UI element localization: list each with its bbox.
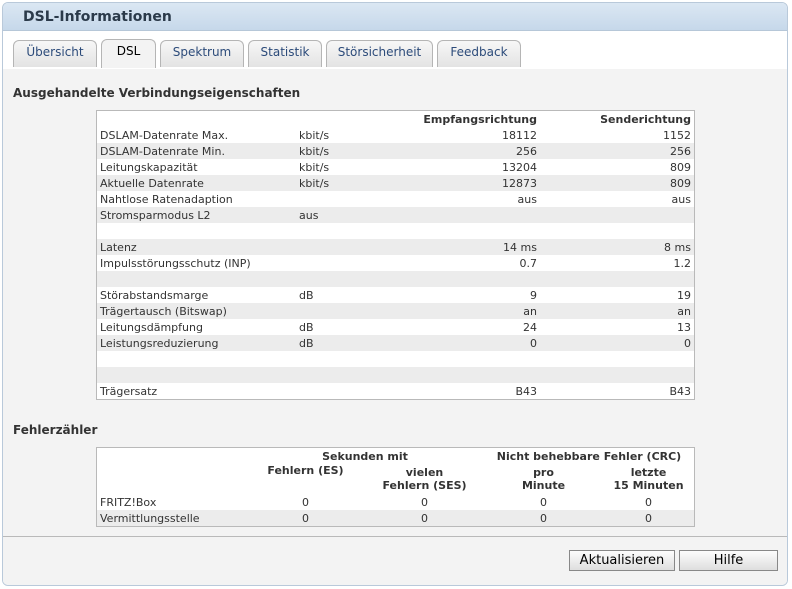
- cell-last15: 0: [603, 510, 695, 527]
- page-title: DSL-Informationen: [23, 9, 172, 25]
- cell-unit: [296, 383, 402, 400]
- cell-tx: an: [540, 303, 695, 319]
- cell-tx: [540, 223, 695, 239]
- tab-spektrum[interactable]: Spektrum: [160, 40, 244, 67]
- cell-tx: 809: [670, 160, 691, 174]
- cell-label: [97, 367, 297, 383]
- cell-unit: [296, 255, 402, 271]
- cell-tx: 1.2: [673, 256, 691, 270]
- cell-es: 0: [246, 510, 365, 527]
- table-row: [97, 239, 695, 255]
- table-row: [97, 303, 695, 319]
- table-row: [97, 207, 695, 223]
- cell-unit: [296, 367, 402, 383]
- cell-last15: 0: [645, 495, 652, 509]
- tab-statistik[interactable]: Statistik: [248, 40, 322, 67]
- table-row: [97, 127, 695, 143]
- group-seconds-header: Sekunden mit: [322, 449, 408, 463]
- error-rows: [97, 494, 695, 527]
- cell-label: Nahtlose Ratenadaption: [100, 192, 233, 206]
- cell-label: Latenz: [97, 239, 297, 255]
- table-row: [97, 143, 695, 159]
- table-row: [97, 351, 695, 367]
- content-area: [3, 69, 787, 536]
- table-row: [97, 159, 695, 175]
- cell-es: 0: [302, 495, 309, 509]
- cell-unit: [296, 303, 402, 319]
- cell-label: [97, 351, 297, 367]
- tab-bar: [3, 31, 787, 70]
- help-button[interactable]: Hilfe: [679, 550, 778, 571]
- cell-tx: 1152: [663, 128, 691, 142]
- col-rx-header: Empfangsrichtung: [423, 112, 537, 126]
- cell-tx: 809: [540, 175, 695, 191]
- col-tx-header: Senderichtung: [600, 112, 691, 126]
- table-row: [97, 271, 695, 287]
- refresh-button[interactable]: Aktualisieren: [569, 550, 675, 571]
- cell-label: [97, 223, 297, 239]
- cell-tx: 8 ms: [540, 239, 695, 255]
- cell-rx: [402, 351, 540, 367]
- cell-label: Stromsparmodus L2: [97, 207, 297, 223]
- cell-unit: [296, 191, 402, 207]
- button-bar: [3, 536, 787, 586]
- table-row: [97, 191, 695, 207]
- cell-unit: dB: [296, 335, 402, 351]
- connection-heading: Ausgehandelte Verbindungseigenschaften: [13, 86, 301, 100]
- cell-rx: 12873: [402, 175, 540, 191]
- cell-unit: [296, 239, 402, 255]
- cell-tx: 19: [677, 288, 691, 302]
- cell-ses: 0: [365, 510, 484, 527]
- cell-ses: 0: [421, 495, 428, 509]
- table-row: [97, 223, 695, 239]
- cell-label: Vermittlungsstelle: [97, 510, 247, 527]
- table-row: [97, 367, 695, 383]
- cell-unit: kbit/s: [299, 160, 330, 174]
- group-crc-header: Nicht behebbare Fehler (CRC): [496, 449, 682, 463]
- connection-rows: [97, 127, 695, 400]
- cell-rx: 13204: [502, 160, 537, 174]
- cell-rx: 14 ms: [402, 239, 540, 255]
- table-row: [97, 335, 695, 351]
- table-row: [97, 175, 695, 191]
- cell-unit: dB: [299, 320, 314, 334]
- cell-unit: kbit/s: [296, 143, 402, 159]
- cell-label: [97, 271, 297, 287]
- dsl-info-window: [2, 2, 788, 586]
- table-row: [97, 287, 695, 303]
- cell-rx: 9: [530, 288, 537, 302]
- tab-stoersicherheit[interactable]: Störsicherheit: [326, 40, 433, 67]
- table-row: [97, 319, 695, 335]
- cell-unit: [296, 271, 402, 287]
- cell-tx: [540, 367, 695, 383]
- cell-rx: 0.7: [519, 256, 537, 270]
- cell-label: Leitungsdämpfung: [100, 320, 203, 334]
- cell-label: DSLAM-Datenrate Min.: [97, 143, 297, 159]
- cell-label: Impulsstörungsschutz (INP): [100, 256, 251, 270]
- col-last15-header: letzte 15 Minuten: [613, 466, 684, 492]
- cell-unit: kbit/s: [296, 175, 402, 191]
- cell-rx: [402, 367, 540, 383]
- cell-tx: B43: [669, 384, 691, 398]
- table-row: [97, 255, 695, 271]
- cell-label: Trägersatz: [100, 384, 158, 398]
- error-counter-table: [96, 447, 695, 527]
- cell-rx: [402, 207, 540, 223]
- cell-per_min: 0: [540, 495, 547, 509]
- table-row: [97, 510, 695, 527]
- cell-unit: [296, 223, 402, 239]
- errors-heading: Fehlerzähler: [13, 423, 98, 437]
- cell-label: Trägertausch (Bitswap): [97, 303, 297, 319]
- col-per-minute-header: pro Minute: [521, 466, 566, 492]
- col-es-header: Fehlern (ES): [267, 464, 344, 477]
- cell-rx: 256: [402, 143, 540, 159]
- table-row: [97, 494, 695, 510]
- table-row: [97, 383, 695, 400]
- cell-unit: aus: [296, 207, 402, 223]
- col-ses-header: vielen Fehlern (SES): [382, 466, 467, 492]
- tab-feedback[interactable]: Feedback: [437, 40, 521, 67]
- cell-rx: [402, 223, 540, 239]
- cell-label: Leistungsreduzierung: [97, 335, 297, 351]
- connection-table: [96, 110, 695, 400]
- cell-tx: 13: [677, 320, 691, 334]
- cell-label: Aktuelle Datenrate: [97, 175, 297, 191]
- cell-unit: [296, 351, 402, 367]
- tab-dsl[interactable]: DSL: [101, 39, 156, 68]
- cell-unit: dB: [299, 288, 314, 302]
- cell-tx: [540, 351, 695, 367]
- cell-rx: aus: [517, 192, 537, 206]
- cell-rx: 18112: [502, 128, 537, 142]
- cell-rx: 24: [523, 320, 537, 334]
- cell-tx: [540, 271, 695, 287]
- cell-label: DSLAM-Datenrate Max.: [100, 128, 229, 142]
- cell-label: Störabstandsmarge: [100, 288, 209, 302]
- tab-uebersicht[interactable]: Übersicht: [13, 40, 97, 67]
- cell-unit: kbit/s: [299, 128, 330, 142]
- cell-label: Leitungskapazität: [100, 160, 198, 174]
- cell-per_min: 0: [484, 510, 603, 527]
- cell-rx: an: [402, 303, 540, 319]
- cell-rx: [402, 271, 540, 287]
- cell-tx: 0: [540, 335, 695, 351]
- cell-tx: 256: [540, 143, 695, 159]
- cell-tx: aus: [671, 192, 691, 206]
- cell-rx: B43: [515, 384, 537, 398]
- cell-rx: 0: [402, 335, 540, 351]
- cell-tx: [540, 207, 695, 223]
- cell-label: FRITZ!Box: [100, 495, 157, 509]
